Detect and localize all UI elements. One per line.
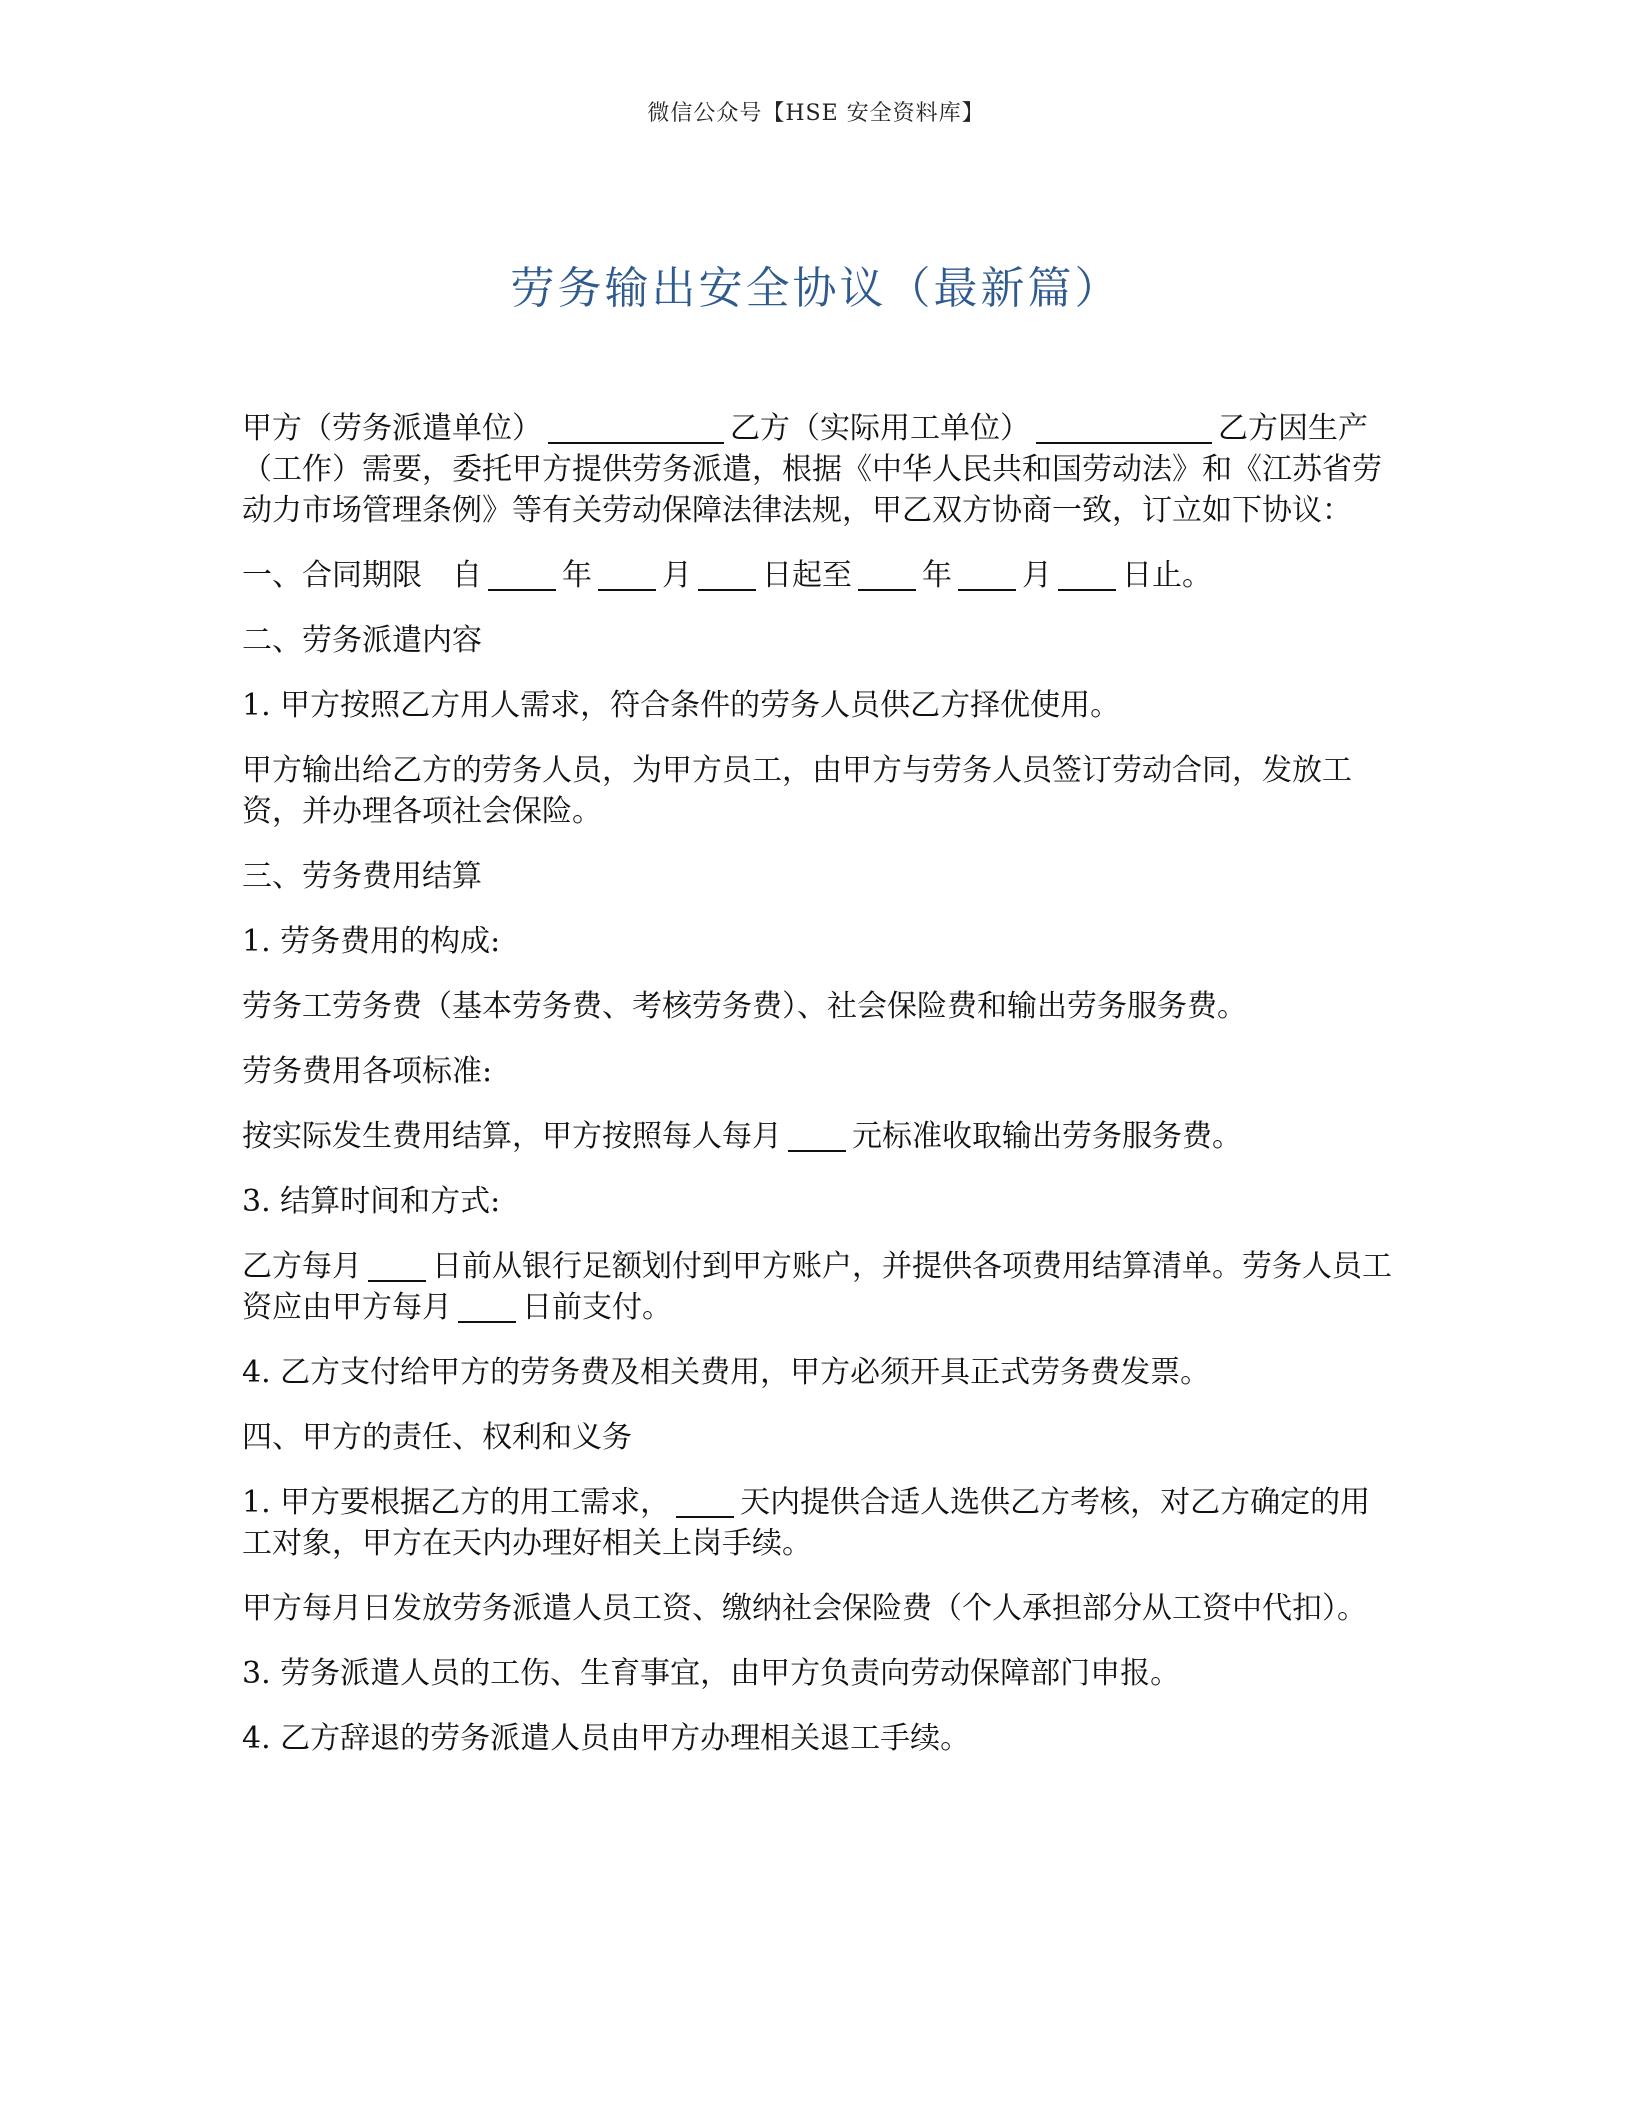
days-blank bbox=[676, 1486, 734, 1518]
party-b-label: 乙方（实际用工单位） bbox=[730, 411, 1030, 446]
term-paragraph bbox=[242, 555, 1392, 596]
document-title: 劳务输出安全协议（最新篇） bbox=[510, 263, 1122, 314]
section-3-paragraph-4 bbox=[242, 1246, 1392, 1328]
intro-text: 乙方因生产（工作）需要，委托甲方提供劳务派遣，根据《中华人民共和国劳动法》和《江苏省劳动力市场管理条例》等有关劳动保障法律法规，甲乙双方协商一致，订立如下协议： bbox=[242, 411, 1382, 528]
term-label: 一、合同期限 自 bbox=[242, 558, 482, 593]
end-day-blank bbox=[1058, 559, 1116, 591]
section-3-item-3: 3. 结算时间和方式: bbox=[242, 1184, 501, 1219]
section-4-item-3: 3. 劳务派遣人员的工伤、生育事宜，由甲方负责向劳动保障部门申报。 bbox=[242, 1656, 1181, 1691]
section-2-paragraph: 甲方输出给乙方的劳务人员，为甲方员工，由甲方与劳务人员签订劳动合同，发放工资，并办理各项社会保险。 bbox=[242, 753, 1352, 829]
section-3-paragraph-3 bbox=[242, 1116, 1392, 1157]
section-3-heading: 三、劳务费用结算 bbox=[242, 859, 482, 894]
party-a-blank bbox=[548, 412, 724, 444]
fee-text-a: 按实际发生费用结算，甲方按照每人每月 bbox=[242, 1119, 782, 1154]
term-day2: 日止。 bbox=[1122, 558, 1212, 593]
section-4-paragraph: 甲方每月日发放劳务派遣人员工资、缴纳社会保险费（个人承担部分从工资中代扣）。 bbox=[242, 1591, 1367, 1626]
section-3-paragraph-2: 劳务费用各项标准: bbox=[242, 1054, 493, 1089]
section-4-item-4: 4. 乙方辞退的劳务派遣人员由甲方办理相关退工手续。 bbox=[242, 1721, 971, 1756]
section-4-heading: 四、甲方的责任、权利和义务 bbox=[242, 1420, 632, 1455]
term-year2: 年 bbox=[922, 558, 952, 593]
end-year-blank bbox=[858, 559, 916, 591]
end-month-blank bbox=[958, 559, 1016, 591]
section-2-heading: 二、劳务派遣内容 bbox=[242, 623, 482, 658]
section-3-item-4: 4. 乙方支付给甲方的劳务费及相关费用，甲方必须开具正式劳务费发票。 bbox=[242, 1355, 1211, 1390]
payment-text-c: 日前支付。 bbox=[522, 1290, 672, 1325]
start-year-blank bbox=[488, 559, 556, 591]
term-day1: 日起至 bbox=[762, 558, 852, 593]
section-3-paragraph-1: 劳务工劳务费（基本劳务费、考核劳务费）、社会保险费和输出劳务服务费。 bbox=[242, 989, 1247, 1024]
demand-text-a: 1. 甲方要根据乙方的用工需求， bbox=[242, 1485, 671, 1520]
payment-text-b: 日前从银行足额划付到甲方账户，并提供各项费用结算清单。劳务人员工资应由甲方每月 bbox=[242, 1249, 1392, 1325]
term-month1: 月 bbox=[662, 558, 692, 593]
term-year1: 年 bbox=[562, 558, 592, 593]
wage-day-blank bbox=[458, 1291, 516, 1323]
section-2-item-1: 1. 甲方按照乙方用人需求，符合条件的劳务人员供乙方择优使用。 bbox=[242, 688, 1121, 723]
section-3-item-1: 1. 劳务费用的构成: bbox=[242, 924, 501, 959]
document-body bbox=[242, 408, 1392, 1783]
intro-paragraph bbox=[242, 408, 1392, 531]
demand-text-b: 天内提供合适人选供乙方考核，对乙方确定的用工对象，甲方在天内办理好相关上岗手续。 bbox=[242, 1485, 1371, 1561]
page-header: 微信公众号【HSE 安全资料库】 bbox=[647, 101, 985, 126]
payment-day-blank bbox=[368, 1250, 426, 1282]
term-month2: 月 bbox=[1022, 558, 1052, 593]
start-day-blank bbox=[698, 559, 756, 591]
fee-amount-blank bbox=[788, 1120, 846, 1152]
payment-text-a: 乙方每月 bbox=[242, 1249, 362, 1284]
section-4-item-1 bbox=[242, 1482, 1392, 1564]
start-month-blank bbox=[598, 559, 656, 591]
party-b-blank bbox=[1036, 412, 1212, 444]
party-a-label: 甲方（劳务派遣单位） bbox=[242, 411, 542, 446]
fee-text-b: 元标准收取输出劳务服务费。 bbox=[852, 1119, 1242, 1154]
